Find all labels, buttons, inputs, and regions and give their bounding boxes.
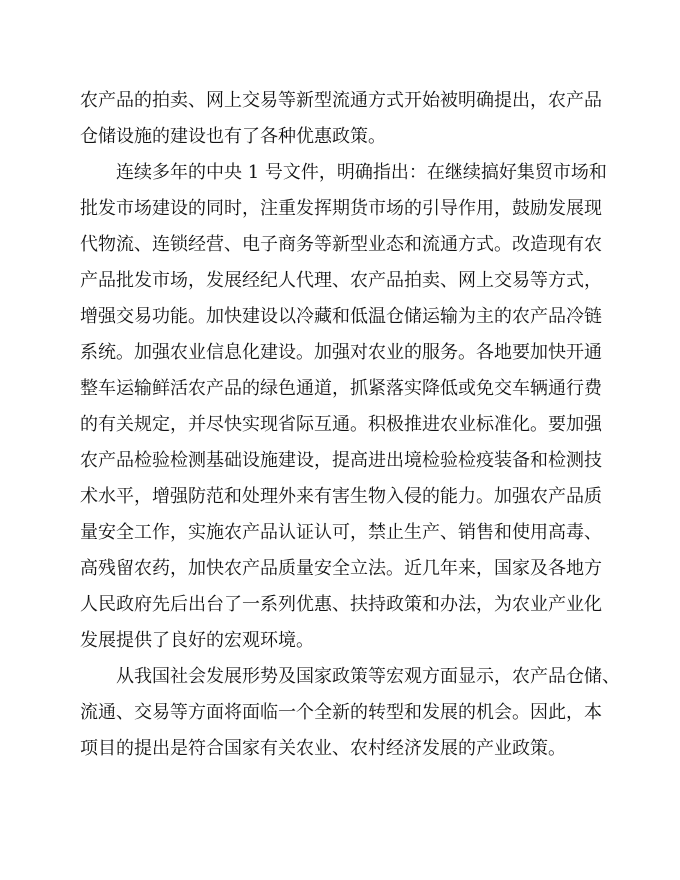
paragraph-1-line-2: 仓储设施的建设也有了各种优惠政策。 xyxy=(80,126,386,147)
paragraph-3-line-1: 从我国社会发展形势及国家政策等宏观方面显示，农产品仓储、 xyxy=(116,666,620,687)
paragraph-2-line-7: 整车运输鲜活农产品的绿色通道，抓紧落实降低或免交车辆通行费 xyxy=(80,378,602,399)
paragraph-2-line-10: 术水平，增强防范和处理外来有害生物入侵的能力。加强农产品质 xyxy=(80,486,602,507)
paragraph-2-line-1: 连续多年的中央 1 号文件，明确指出：在继续搞好集贸市场和 xyxy=(116,162,607,183)
paragraph-2-line-3: 代物流、连锁经营、电子商务等新型业态和流通方式。改造现有农 xyxy=(80,234,602,255)
paragraph-2-line-12: 高残留农药，加快农产品质量安全立法。近几年来，国家及各地方 xyxy=(80,558,602,579)
paragraph-3-line-2: 流通、交易等方面将面临一个全新的转型和发展的机会。因此，本 xyxy=(80,702,602,723)
paragraph-2-line-2: 批发市场建设的同时，注重发挥期货市场的引导作用，鼓励发展现 xyxy=(80,198,602,219)
paragraph-1-line-1: 农产品的拍卖、网上交易等新型流通方式开始被明确提出，农产品 xyxy=(80,90,602,111)
paragraph-2-line-5: 增强交易功能。加快建设以冷藏和低温仓储运输为主的农产品冷链 xyxy=(80,306,602,327)
paragraph-2-line-14: 发展提供了良好的宏观环境。 xyxy=(80,630,314,651)
paragraph-2-line-6: 系统。加强农业信息化建设。加强对农业的服务。各地要加快开通 xyxy=(80,342,602,363)
paragraph-2-line-11: 量安全工作，实施农产品认证认可，禁止生产、销售和使用高毒、 xyxy=(80,522,602,543)
paragraph-3-line-3: 项目的提出是符合国家有关农业、农村经济发展的产业政策。 xyxy=(80,738,566,759)
paragraph-2-line-9: 农产品检验检测基础设施建设，提高进出境检验检疫装备和检测技 xyxy=(80,450,602,471)
paragraph-2-line-8: 的有关规定，并尽快实现省际互通。积极推进农业标准化。要加强 xyxy=(80,414,602,435)
paragraph-2-line-4: 产品批发市场，发展经纪人代理、农产品拍卖、网上交易等方式， xyxy=(80,270,602,291)
paragraph-2-line-13: 人民政府先后出台了一系列优惠、扶持政策和办法，为农业产业化 xyxy=(80,594,602,615)
